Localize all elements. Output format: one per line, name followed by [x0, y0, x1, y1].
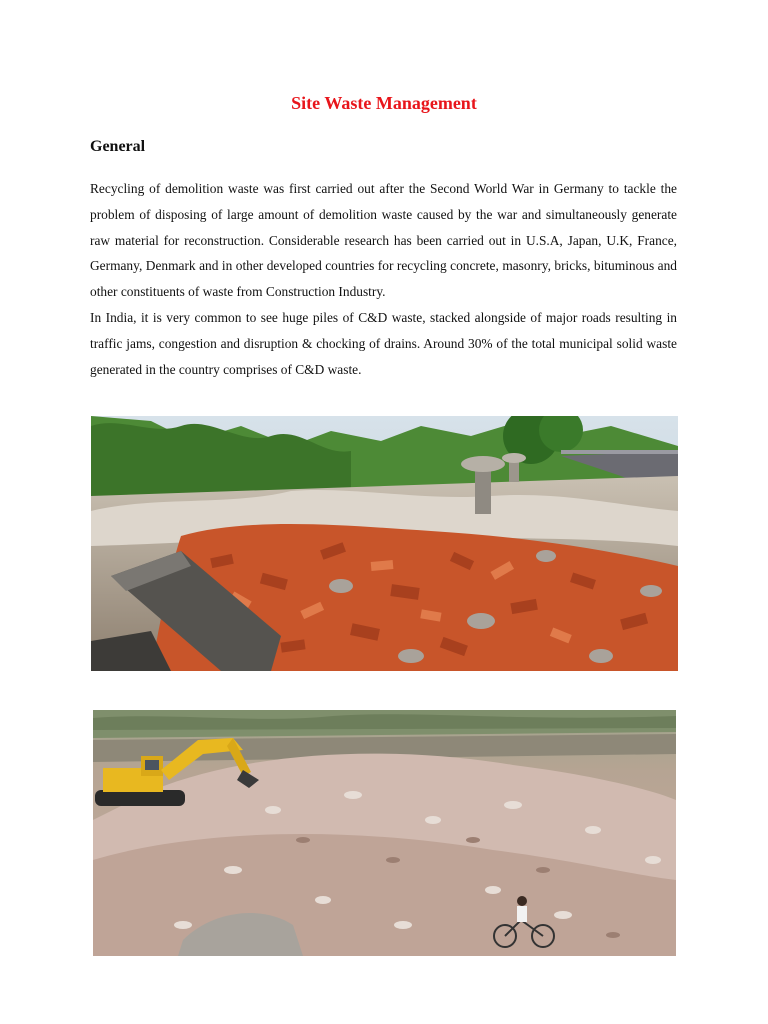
roadside-debris-photo: [91, 416, 678, 671]
paragraph: Recycling of demolition waste was first carried out after the Second World War in Germany to tackle the problem of disposing of large amount of demolition waste caused by the war and simultaneously generate raw material for reconstruction. Considerable research has been carried out in U.S.A, Japan, U.K, France, Germany, Denmark and in other developed countries for recycling concrete, masonry, bricks, bituminous and other constituents of waste from Construction Industry.: [90, 181, 677, 300]
excavator-debris-field-photo: [93, 710, 676, 956]
body-text: [90, 176, 677, 382]
page-title: Site Waste Management: [291, 93, 477, 113]
paragraph: In India, it is very common to see huge piles of C&D waste, stacked alongside of major roads resulting in traffic jams, congestion and disruption & chocking of drains. Around 30% of the total municipal solid waste generated in the country comprises of C&D waste.: [90, 309, 677, 377]
section-heading: General: [90, 138, 146, 155]
